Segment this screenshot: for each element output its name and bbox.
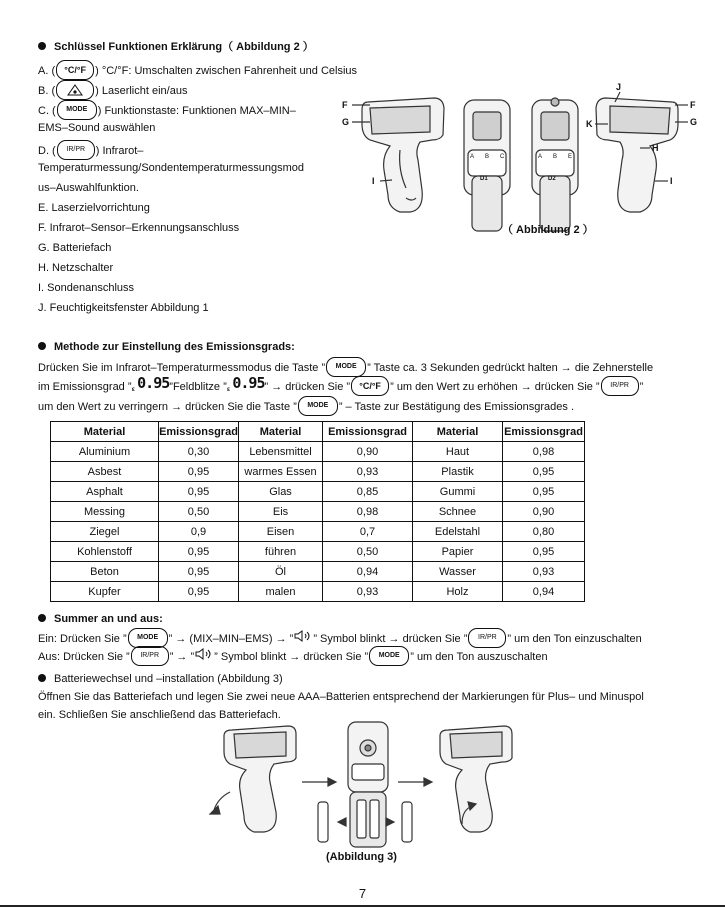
buzzer-on-line: Ein: Drücken Sie ” MODE ” → (MIX–MIN–EMS) → ” ” Symbol blinkt → drücken Sie ” IR/PR ” um den Ton einzuschalten (38, 629, 642, 649)
item-d: D. ( IR/PR ) Infrarot– (38, 141, 143, 161)
ir-pr-key-icon: IR/PR (601, 376, 639, 396)
table-cell: 0,90 (323, 442, 413, 462)
table-cell: Eis (239, 502, 323, 522)
table-row (51, 522, 585, 542)
fig2-label-K: K (586, 119, 593, 129)
table-row (51, 442, 585, 462)
item-c-cont: EMS–Sound auswählen (38, 122, 156, 134)
table-cell: Haut (413, 442, 503, 462)
table-row (51, 582, 585, 602)
bullet-icon (38, 614, 46, 622)
item-a: A. ( °C/°F ) °C/°F: Umschalten zwischen Fahrenheit und Celsius (38, 61, 357, 81)
mode-key-icon: MODE (298, 396, 338, 416)
laser-key-icon (56, 80, 94, 100)
table-cell: 0,95 (159, 482, 239, 502)
table-cell: Asphalt (51, 482, 159, 502)
fig2-label-A: A (470, 154, 475, 160)
fig2-label-B: B (485, 154, 490, 160)
fig2-label-H: H (652, 143, 659, 153)
table-header-cell: Material (239, 422, 323, 442)
table-row (51, 502, 585, 522)
speaker-icon (293, 630, 313, 646)
table-cell: Plastik (413, 462, 503, 482)
table-cell: Asbest (51, 462, 159, 482)
table-cell: 0,30 (159, 442, 239, 462)
item-f: F. Infrarot–Sensor–Erkennungsanschluss (38, 222, 240, 234)
table-cell: 0,95 (159, 582, 239, 602)
fig2-label-G-right: G (690, 117, 698, 127)
table-cell: Gummi (413, 482, 503, 502)
speaker-icon (194, 648, 214, 664)
figure2-caption: （ Abbildung 2 ） (502, 224, 594, 236)
table-header-cell: Emissionsgrad (503, 422, 585, 442)
section4-line2: ein. Schließen Sie anschließend das Batteriefach. (38, 709, 281, 721)
table-cell: 0,95 (503, 462, 585, 482)
table-cell: 0,50 (323, 542, 413, 562)
fig2-label-C: C (500, 154, 505, 160)
fig2-label-J: J (616, 82, 622, 92)
table-cell: Kupfer (51, 582, 159, 602)
section2-line1: Drücken Sie im Infrarot–Temperaturmessmodus die Taste ” MODE ” Taste ca. 3 Sekunden gedrückt halten → die Zehnerstelle (38, 358, 653, 378)
section1-title: Schlüssel Funktionen Erklärung（ Abbildung 2 ） (38, 40, 314, 54)
mode-key-icon: MODE (57, 100, 97, 120)
table-cell: Lebensmittel (239, 442, 323, 462)
fig2-label-D1: D1 (480, 176, 488, 182)
fig2-label-F: F (342, 100, 348, 110)
section4-title: Batteriewechsel und –installation (Abbildung 3) (38, 672, 283, 686)
table-header-row (51, 422, 585, 442)
item-b: B. ( ) Laserlicht ein/aus (38, 81, 187, 101)
table-cell: Öl (239, 562, 323, 582)
bullet-icon (38, 674, 46, 682)
table-cell: 0,95 (159, 542, 239, 562)
table-cell: malen (239, 582, 323, 602)
item-d-cont1: Temperaturmessung/Sondentemperaturmessungsmod (38, 162, 304, 174)
table-cell: 0,93 (323, 582, 413, 602)
table-cell: Glas (239, 482, 323, 502)
fig2-label-E: E (568, 154, 573, 160)
lcd-emissivity-display: $_\varepsilon$ 0.95 (131, 374, 170, 393)
table-cell: 0,80 (503, 522, 585, 542)
fig2-label-F-right: F (690, 100, 696, 110)
mode-key-icon: MODE (128, 628, 168, 648)
table-cell: 0,95 (503, 542, 585, 562)
page-number: 7 (358, 886, 367, 901)
table-row (51, 562, 585, 582)
table-cell: Schnee (413, 502, 503, 522)
section3-title: Summer an und aus: (38, 612, 163, 626)
buzzer-off-line: Aus: Drücken Sie ” IR/PR ” → ” ” Symbol blinkt → drücken Sie ” MODE ” um den Ton auszuschalten (38, 647, 548, 667)
fig2-label-G: G (342, 117, 350, 127)
figure3-battery-diagram (200, 720, 540, 855)
table-cell: Wasser (413, 562, 503, 582)
table-cell: 0,93 (323, 462, 413, 482)
table-cell: warmes Essen (239, 462, 323, 482)
bullet-icon (38, 42, 46, 50)
mode-key-icon: MODE (369, 646, 409, 666)
item-h: H. Netzschalter (38, 262, 114, 274)
item-e: E. Laserzielvorrichtung (38, 202, 150, 214)
table-cell: 0,7 (323, 522, 413, 542)
ir-pr-key-icon: IR/PR (468, 628, 506, 648)
section2-line2: im Emissionsgrad $”_\varepsilon$ 0.95”Feldblitze $”_\varepsilon$ 0.95” → drücken Sie ” °C/°F ” um den Wert zu erhöhen → drücken Sie ” IR/PR ” (38, 377, 643, 397)
table-cell: 0,98 (323, 502, 413, 522)
table-cell: Papier (413, 542, 503, 562)
table-cell: 0,98 (503, 442, 585, 462)
section2-line3: um den Wert zu verringern → drücken Sie die Taste ” MODE ” – Taste zur Bestätigung des Emissionsgrades . (38, 397, 574, 417)
section2-title: Methode zur Einstellung des Emissionsgrads: (38, 340, 295, 354)
table-cell: 0,94 (503, 582, 585, 602)
fig2-label-I-right: I (670, 176, 673, 186)
table-cell: 0,95 (159, 462, 239, 482)
table-row (51, 462, 585, 482)
table-cell: Eisen (239, 522, 323, 542)
table-cell: Messing (51, 502, 159, 522)
table-header-cell: Emissionsgrad (159, 422, 239, 442)
celsius-fahrenheit-key-icon: °C/°F (56, 60, 94, 80)
table-cell: Edelstahl (413, 522, 503, 542)
table-cell: 0,90 (503, 502, 585, 522)
table-header-cell: Emissionsgrad (323, 422, 413, 442)
celsius-fahrenheit-key-icon: °C/°F (351, 376, 389, 396)
section4-line1: Öffnen Sie das Batteriefach und legen Sie zwei neue AAA–Batterien entsprechend der Markierungen für Plus– und Minuspol (38, 691, 644, 703)
figure3-caption: (Abbildung 3) (326, 851, 397, 863)
item-c: C. ( MODE ) Funktionstaste: Funktionen MAX–MIN– (38, 101, 296, 121)
table-cell: Aluminium (51, 442, 159, 462)
table-cell: Holz (413, 582, 503, 602)
table-header-cell: Material (413, 422, 503, 442)
table-row (51, 482, 585, 502)
footer-rule (0, 905, 725, 907)
fig2-label-A-2: A (538, 154, 543, 160)
item-j: J. Feuchtigkeitsfenster Abbildung 1 (38, 302, 209, 314)
table-cell: 0,9 (159, 522, 239, 542)
table-header-cell: Material (51, 422, 159, 442)
table-cell: 0,50 (159, 502, 239, 522)
table-row (51, 542, 585, 562)
table-cell: 0,95 (159, 562, 239, 582)
table-cell: 0,85 (323, 482, 413, 502)
ir-pr-key-icon: IR/PR (131, 646, 169, 666)
bullet-icon (38, 342, 46, 350)
table-cell: führen (239, 542, 323, 562)
emissivity-table (50, 421, 585, 602)
item-i: I. Sondenanschluss (38, 282, 135, 294)
fig2-label-I: I (372, 176, 375, 186)
item-d-cont2: us–Auswahlfunktion. (38, 182, 139, 194)
fig2-label-D2: D2 (548, 176, 556, 182)
lcd-emissivity-display-flashing: $_\varepsilon$ 0.95 (226, 374, 265, 393)
table-cell: Ziegel (51, 522, 159, 542)
item-g: G. Batteriefach (38, 242, 112, 254)
table-cell: 0,93 (503, 562, 585, 582)
table-cell: 0,94 (323, 562, 413, 582)
fig2-label-B-2: B (553, 154, 558, 160)
table-cell: 0,95 (503, 482, 585, 502)
table-cell: Kohlenstoff (51, 542, 159, 562)
ir-pr-key-icon: IR/PR (57, 140, 95, 160)
mode-key-icon: MODE (326, 357, 366, 377)
table-cell: Beton (51, 562, 159, 582)
